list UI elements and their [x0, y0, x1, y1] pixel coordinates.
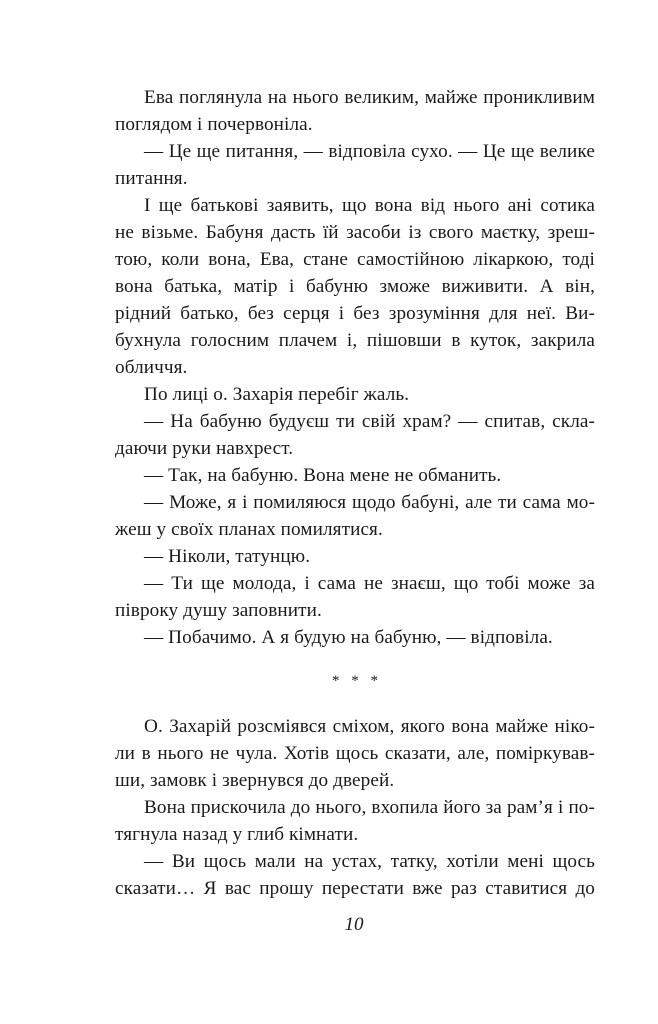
text-block-after-separator [115, 713, 595, 902]
paragraph [115, 794, 595, 848]
text-line: І ще батькові заявить, що вона від нього ані сотика [144, 195, 595, 216]
text-line: питання. [115, 168, 188, 189]
text-line: обличчя. [115, 357, 188, 378]
paragraph [115, 713, 595, 794]
paragraph [115, 462, 595, 489]
text-line: — Побачимо. А я будую на бабуню, — відповіла. [144, 627, 553, 648]
text-line: По лиці о. Захарія перебіг жаль. [144, 384, 410, 405]
text-line: сказати… Я вас прошу перестати вже раз ставитися до [115, 878, 595, 899]
paragraph [115, 192, 595, 381]
paragraph [115, 408, 595, 462]
text-line: — Ніколи, татунцю. [144, 546, 311, 567]
text-line: О. Захарій розсміявся сміхом, якого вона майже ніко- [144, 716, 595, 737]
text-line: — Це ще питання, — відповіла сухо. — Це ще велике [144, 141, 595, 162]
text-line: — Так, на бабуню. Вона мене не обманить. [144, 465, 502, 486]
paragraph [115, 624, 595, 651]
text-block-before-separator [115, 84, 595, 651]
text-line: Вона прискочила до нього, вхопила його за рам’я і по- [144, 797, 595, 818]
text-line: — Ви щось мали на устах, татку, хотіли мені щось [144, 851, 595, 872]
text-line: жеш у своїх планах помилятися. [115, 519, 383, 540]
text-line: не візьме. Бабуня дасть їй засоби із свого маєтку, зреш- [115, 222, 595, 243]
paragraph [115, 138, 595, 192]
paragraph [115, 543, 595, 570]
text-line: даючи руки навхрест. [115, 438, 294, 459]
text-line: ши, замовк і звернувся до дверей. [115, 770, 395, 791]
text-line: тою, коли вона, Ева, стане самостійною лікаркою, тоді [115, 249, 595, 270]
paragraph [115, 848, 595, 902]
paragraph [115, 489, 595, 543]
page-number: 10 [344, 914, 364, 935]
text-line: — Може, я і помиляюся щодо бабуні, але ти сама мо- [144, 492, 595, 513]
paragraph [115, 570, 595, 624]
text-line: поглядом і почервоніла. [115, 114, 313, 135]
text-line: Ева поглянула на нього великим, майже проникливим [144, 87, 595, 108]
text-line: півроку душу заповнити. [115, 600, 322, 621]
text-line: тягнула назад у глиб кімнати. [115, 824, 359, 845]
text-line: — Ти ще молода, і сама не знаєш, що тобі може за [144, 573, 595, 594]
text-line: бухнула голосним плачем і, пішовши в куток, закрила [115, 330, 595, 351]
paragraph [115, 84, 595, 138]
text-line: рідний батько, без серця і без зрозуміння для неї. Ви- [115, 303, 595, 324]
paragraph [115, 381, 595, 408]
text-line: — На бабуню будуєш ти свій храм? — спитав, скла- [144, 411, 595, 432]
page-body [115, 84, 595, 902]
text-line: ли в нього не чула. Хотів щось сказати, але, поміркував- [115, 743, 595, 764]
text-line: вона батька, матір і бабуню зможе виживити. А він, [115, 276, 595, 297]
section-separator: * * * [332, 673, 382, 689]
